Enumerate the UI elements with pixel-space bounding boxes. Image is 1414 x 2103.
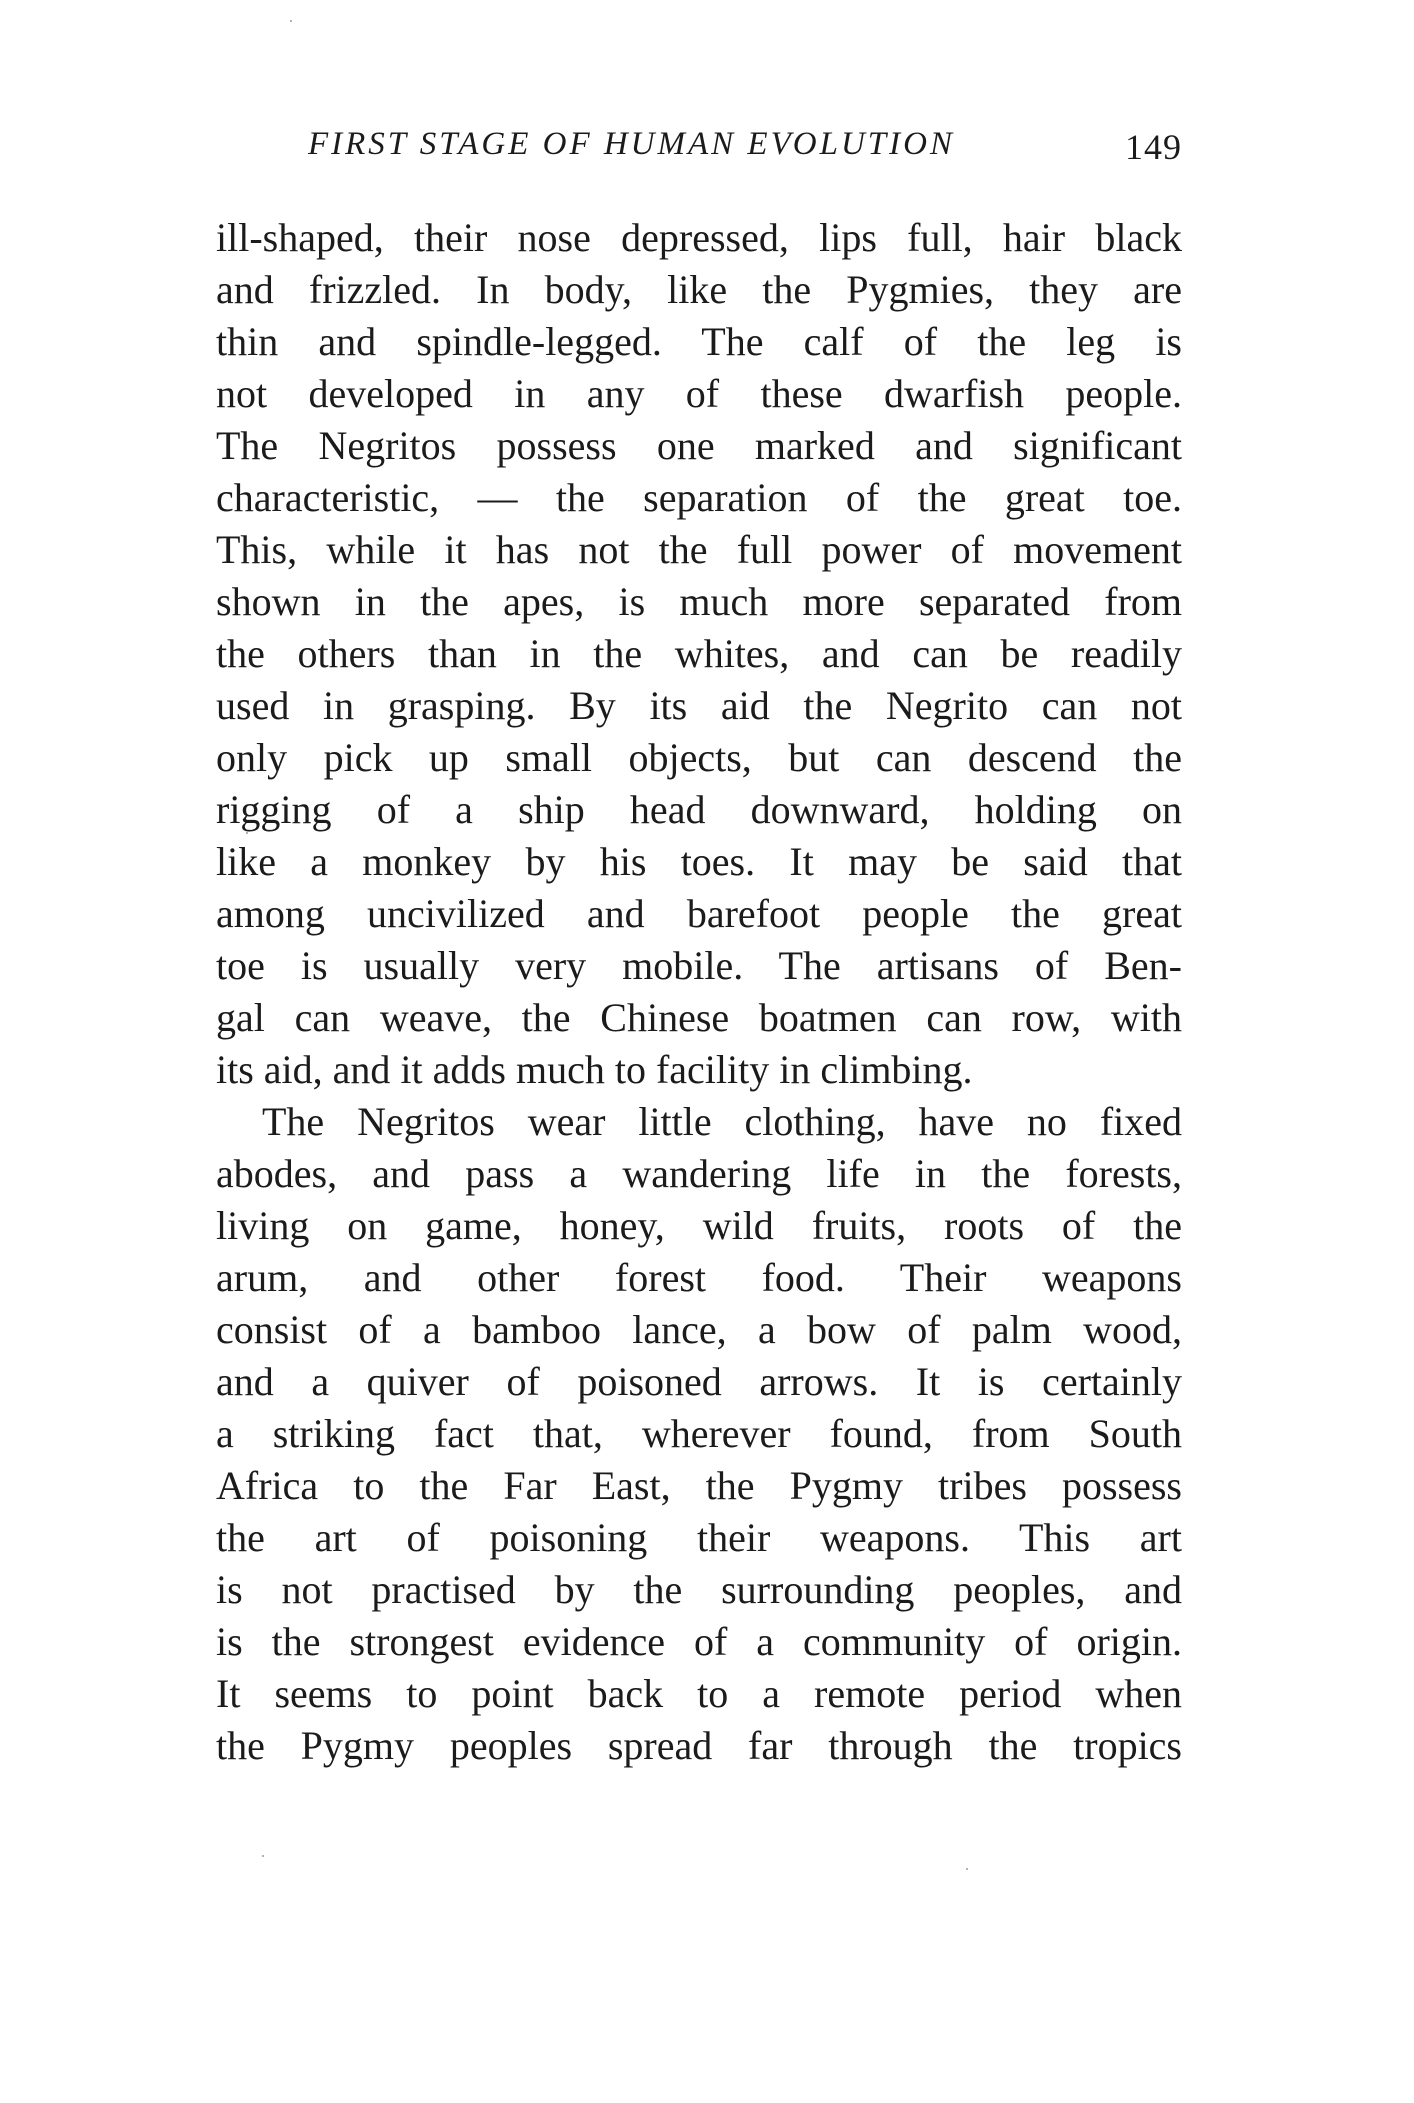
page-number: 149 <box>1125 127 1182 167</box>
text-line: its aid, and it adds much to facility in climbing. <box>216 1047 973 1092</box>
paragraph-1 <box>216 212 1182 1096</box>
text-line: thin and spindle-legged. The calf of the leg is <box>216 319 1182 364</box>
text-line: It seems to point back to a remote period when <box>216 1671 1182 1716</box>
text-line: and frizzled. In body, like the Pygmies, they are <box>216 267 1182 312</box>
body-text <box>216 212 1182 1772</box>
text-line: shown in the apes, is much more separated from <box>216 579 1182 624</box>
running-head <box>300 126 1182 174</box>
text-line: rigging of a ship head downward, holding on <box>216 787 1182 832</box>
text-line: is not practised by the surrounding peoples, and <box>216 1567 1182 1612</box>
text-line: among uncivilized and barefoot people the great <box>216 891 1182 936</box>
text-line: arum, and other forest food. Their weapons <box>216 1255 1182 1300</box>
text-line: the others than in the whites, and can be readily <box>216 631 1182 676</box>
text-line: is the strongest evidence of a community of origin. <box>216 1619 1182 1664</box>
text-line: used in grasping. By its aid the Negrito can not <box>216 683 1182 728</box>
paragraph-2 <box>216 1096 1182 1772</box>
running-title: FIRST STAGE OF HUMAN EVOLUTION <box>308 126 955 162</box>
text-line: only pick up small objects, but can descend the <box>216 735 1182 780</box>
text-line: This, while it has not the full power of movement <box>216 527 1182 572</box>
text-line: abodes, and pass a wandering life in the forests, <box>216 1151 1182 1196</box>
text-line: The Negritos possess one marked and significant <box>216 423 1182 468</box>
text-line: a striking fact that, wherever found, from South <box>216 1411 1182 1456</box>
text-line: ill-shaped, their nose depressed, lips full, hair black <box>216 215 1182 260</box>
text-line: and a quiver of poisoned arrows. It is certainly <box>216 1359 1182 1404</box>
text-line: characteristic, — the separation of the great toe. <box>216 475 1182 520</box>
text-line: like a monkey by his toes. It may be said that <box>216 839 1182 884</box>
text-line: The Negritos wear little clothing, have no fixed <box>262 1099 1182 1144</box>
paper-speck <box>966 1868 968 1870</box>
text-line: Africa to the Far East, the Pygmy tribes possess <box>216 1463 1182 1508</box>
text-line: living on game, honey, wild fruits, roots of the <box>216 1203 1182 1248</box>
text-line: consist of a bamboo lance, a bow of palm wood, <box>216 1307 1182 1352</box>
text-line: not developed in any of these dwarfish people. <box>216 371 1182 416</box>
paper-speck <box>262 1855 264 1857</box>
paper-speck <box>290 20 292 22</box>
text-line: gal can weave, the Chinese boatmen can row, with <box>216 995 1182 1040</box>
text-line: the art of poisoning their weapons. This art <box>216 1515 1182 1560</box>
text-line: toe is usually very mobile. The artisans of Ben- <box>216 943 1182 988</box>
text-line: the Pygmy peoples spread far through the tropics <box>216 1723 1182 1768</box>
